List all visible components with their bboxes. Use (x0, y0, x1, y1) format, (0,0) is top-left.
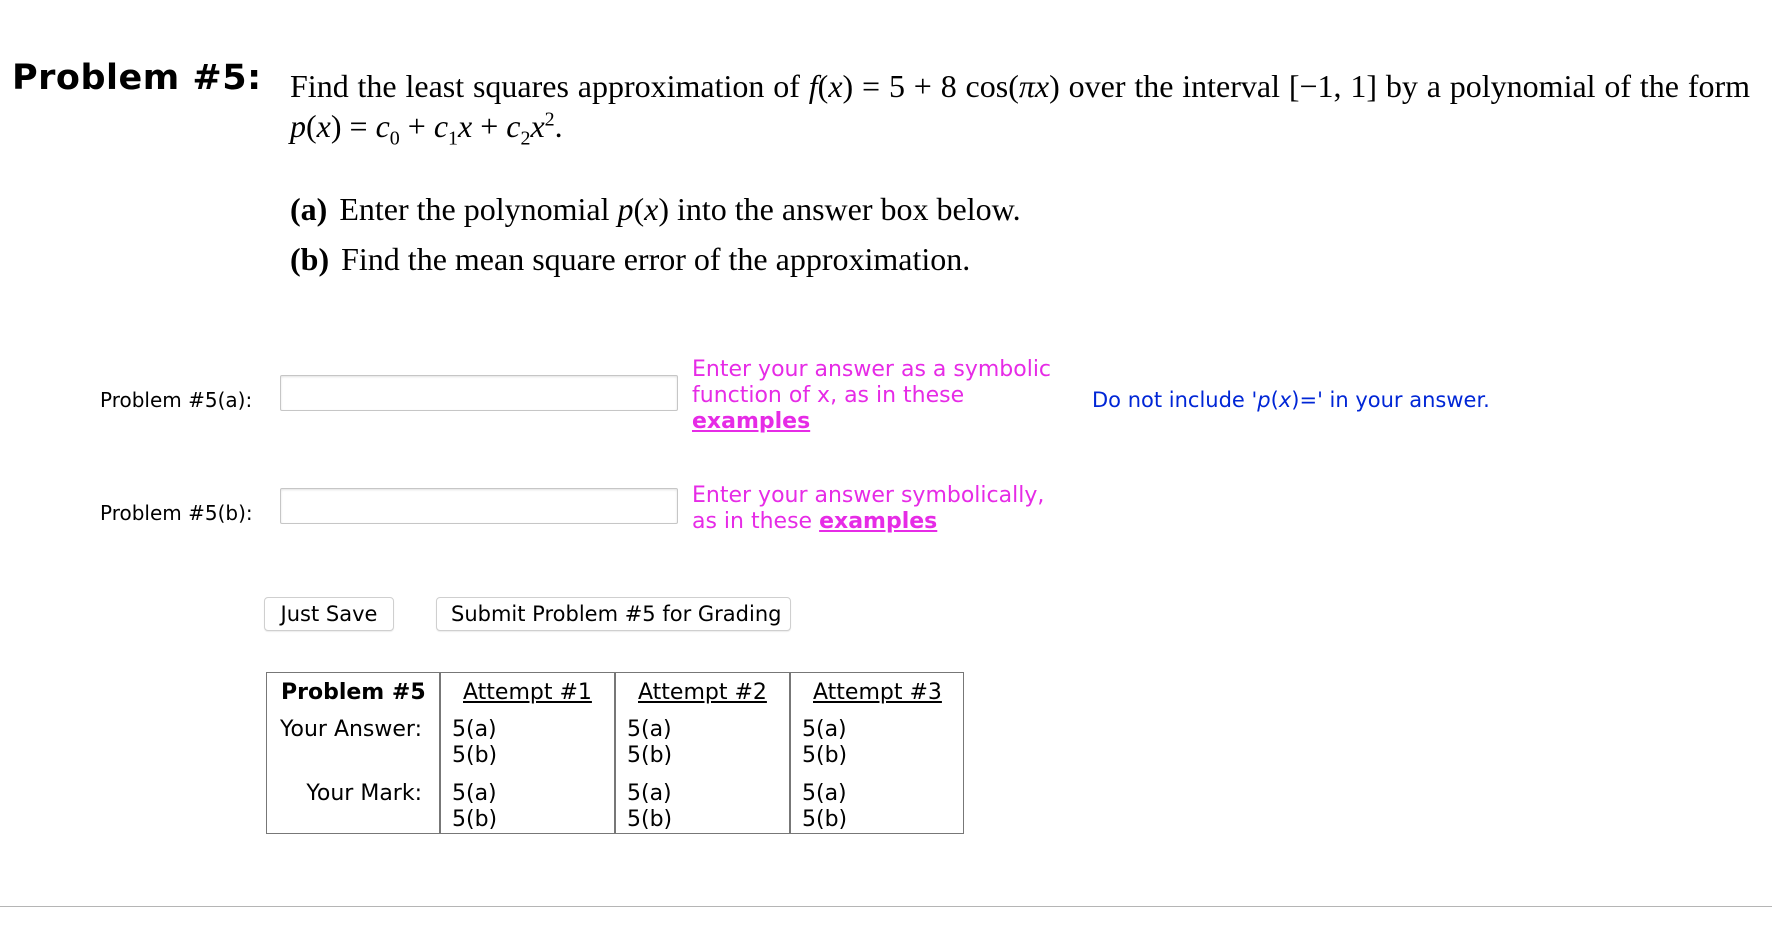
answer-a-input[interactable] (280, 375, 678, 411)
table-cell: 5(a) (627, 717, 672, 742)
answer-b-examples-link[interactable]: examples (819, 509, 938, 534)
table-header-attempt-1[interactable]: Attempt #1 (463, 680, 592, 705)
table-cell: 5(a) (802, 717, 847, 742)
table-cell: 5(b) (802, 807, 848, 832)
table-cell: 5(a) (452, 781, 497, 806)
answer-b-label: Problem #5(b): (100, 501, 253, 525)
table-header-attempt-2[interactable]: Attempt #2 (638, 680, 767, 705)
problem-statement: Find the least squares approximation of f(x) = 5 + 8 cos(πx) over the interval [−1, 1] by a polynomial of the form $p(x) = c_0 + c_1x + c_2x^2$. (290, 68, 1751, 150)
table-cell: 5(a) (627, 781, 672, 806)
table-header-attempt-3[interactable]: Attempt #3 (813, 680, 942, 705)
answer-a-examples-link[interactable]: examples (692, 409, 811, 434)
just-save-button[interactable]: Just Save (264, 597, 394, 631)
problem-label: Problem #5: (12, 58, 262, 98)
answer-a-label: Problem #5(a): (100, 388, 253, 412)
answer-a-hint: Enter your answer as a symbolic function of x, as in these examples (692, 357, 1052, 434)
part-a-instruction: (a) Enter the polynomial p(x) into the answer box below. (290, 191, 1021, 227)
table-cell: 5(b) (452, 807, 498, 832)
footer-divider (0, 906, 1772, 907)
submit-for-grading-button[interactable]: Submit Problem #5 for Grading (436, 597, 791, 631)
answer-b-hint: Enter your answer symbolically, as in these examples (692, 483, 1045, 534)
table-divider (439, 673, 441, 833)
table-cell: 5(a) (802, 781, 847, 806)
row-label-your-mark: Your Mark: (306, 781, 422, 806)
table-cell: 5(b) (452, 743, 498, 768)
table-header-problem: Problem #5 (281, 680, 426, 705)
table-cell: 5(b) (627, 807, 673, 832)
table-cell: 5(b) (802, 743, 848, 768)
table-divider (789, 673, 791, 833)
table-divider (614, 673, 616, 833)
answer-b-input[interactable] (280, 488, 678, 524)
part-b-instruction: (b) Find the mean square error of the approximation. (290, 241, 971, 277)
format-note: Do not include 'p(x)=' in your answer. (1092, 388, 1490, 412)
table-cell: 5(a) (452, 717, 497, 742)
row-label-your-answer: Your Answer: (279, 717, 422, 742)
table-cell: 5(b) (627, 743, 673, 768)
attempts-table (266, 672, 964, 834)
